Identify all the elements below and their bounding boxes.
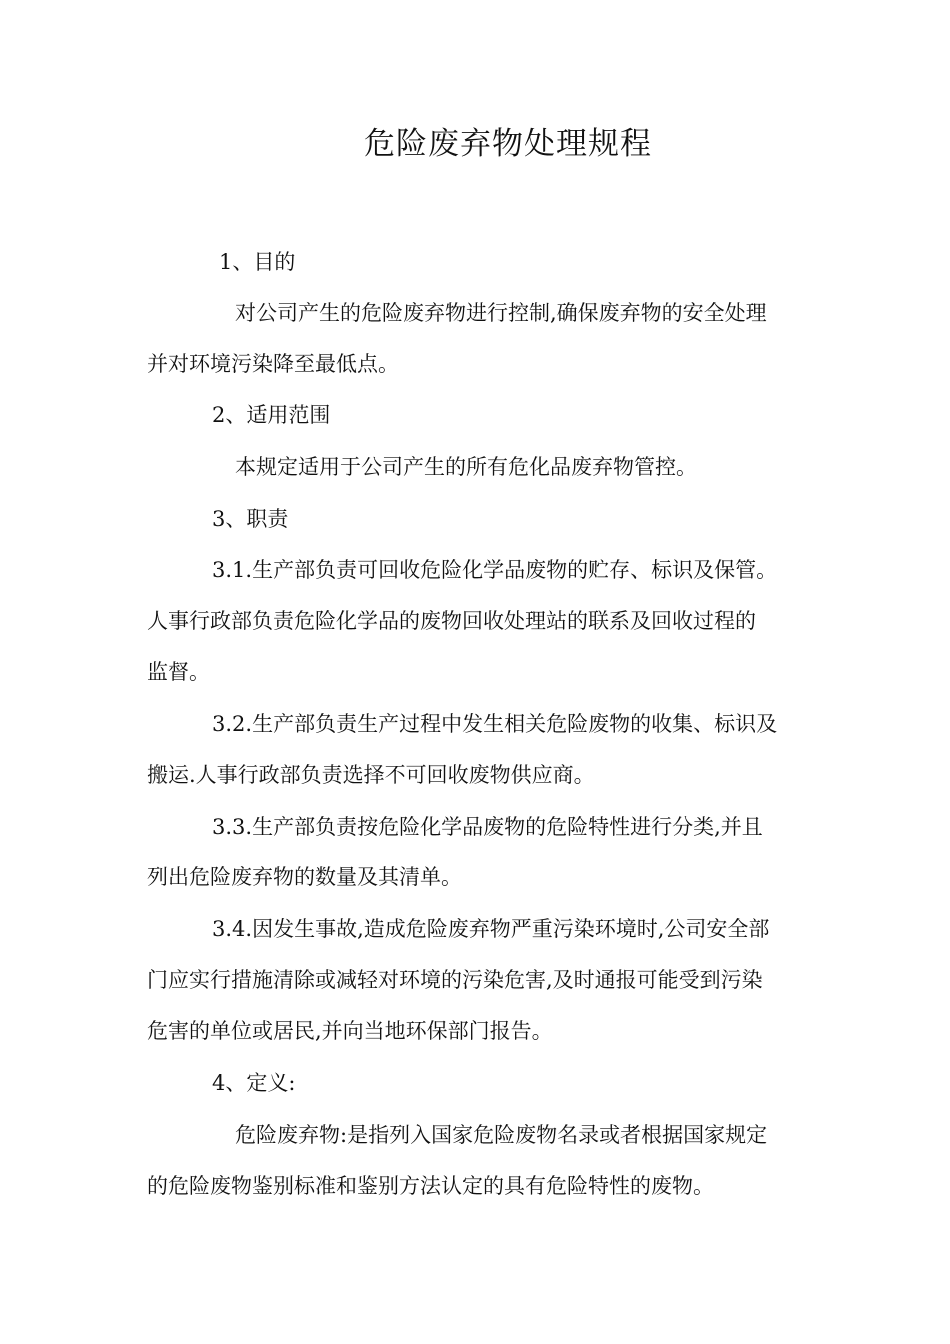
item-3-1-line-2: 人事行政部负责危险化学品的废物回收处理站的联系及回收过程的 [147, 609, 756, 633]
section-1-heading: 1、目的 [219, 250, 296, 274]
item-3-2-line-1: 3.2.生产部负责生产过程中发生相关危险废物的收集、标识及 [212, 712, 778, 736]
item-3-1-line-1: 3.1.生产部负责可回收危险化学品废物的贮存、标识及保管。 [212, 558, 778, 582]
definition-line-1: 危险废弃物:是指列入国家危险废物名录或者根据国家规定 [235, 1123, 768, 1147]
section-3-heading: 3、职责 [212, 507, 289, 531]
item-3-3-line-1: 3.3.生产部负责按危险化学品废物的危险特性进行分类,并且 [212, 815, 763, 839]
definition-line-2: 的危险废物鉴别标准和鉴别方法认定的具有危险特性的废物。 [147, 1174, 714, 1198]
section-1-paragraph-line-2: 并对环境污染降至最低点。 [147, 352, 399, 376]
item-3-1-line-3: 监督。 [147, 660, 210, 684]
item-3-3-line-2: 列出危险废弃物的数量及其清单。 [147, 865, 462, 889]
section-4-heading: 4、定义: [212, 1071, 296, 1095]
section-1-paragraph-line-1: 对公司产生的危险废弃物进行控制,确保废弃物的安全处理 [235, 301, 767, 325]
item-3-4-line-2: 门应实行措施清除或减轻对环境的污染危害,及时通报可能受到污染 [147, 968, 763, 992]
section-2-paragraph: 本规定适用于公司产生的所有危化品废弃物管控。 [235, 455, 697, 479]
item-3-4-line-3: 危害的单位或居民,并向当地环保部门报告。 [147, 1019, 553, 1043]
item-3-4-line-1: 3.4.因发生事故,造成危险废弃物严重污染环境时,公司安全部 [212, 917, 770, 941]
document-title: 危险废弃物处理规程 [364, 126, 652, 162]
section-2-heading: 2、适用范围 [212, 403, 331, 427]
item-3-2-line-2: 搬运.人事行政部负责选择不可回收废物供应商。 [147, 763, 595, 787]
